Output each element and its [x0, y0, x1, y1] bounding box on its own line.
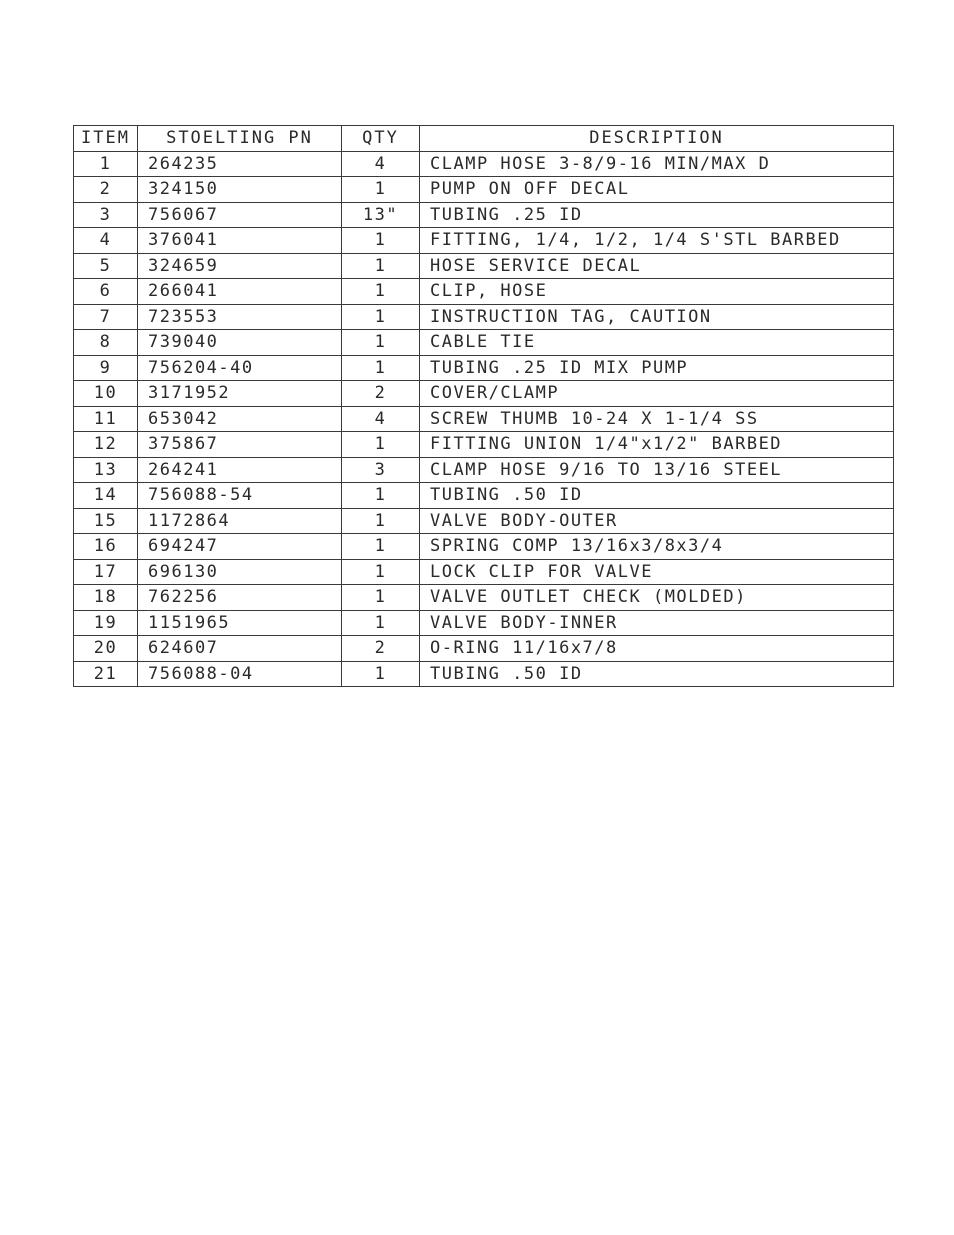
- cell-item: 1: [74, 151, 138, 177]
- cell-qty: 1: [342, 559, 420, 585]
- table-row: [74, 636, 894, 662]
- cell-qty: 1: [342, 355, 420, 381]
- table-row: [74, 228, 894, 254]
- cell-stoelting-pn: 324150: [138, 177, 342, 203]
- cell-stoelting-pn: 375867: [138, 432, 342, 458]
- cell-qty: 1: [342, 304, 420, 330]
- cell-qty: 3: [342, 457, 420, 483]
- cell-description: HOSE SERVICE DECAL: [420, 253, 894, 279]
- cell-item: 3: [74, 202, 138, 228]
- cell-qty: 1: [342, 253, 420, 279]
- cell-stoelting-pn: 266041: [138, 279, 342, 305]
- table-row: [74, 534, 894, 560]
- cell-item: 5: [74, 253, 138, 279]
- table-row: [74, 585, 894, 611]
- cell-qty: 1: [342, 661, 420, 687]
- cell-stoelting-pn: 762256: [138, 585, 342, 611]
- cell-description: FITTING, 1/4, 1/2, 1/4 S'STL BARBED: [420, 228, 894, 254]
- cell-stoelting-pn: 756088-04: [138, 661, 342, 687]
- cell-item: 18: [74, 585, 138, 611]
- cell-qty: 1: [342, 432, 420, 458]
- cell-stoelting-pn: 653042: [138, 406, 342, 432]
- table-row: [74, 253, 894, 279]
- cell-description: COVER/CLAMP: [420, 381, 894, 407]
- cell-qty: 1: [342, 177, 420, 203]
- table-row: [74, 559, 894, 585]
- cell-qty: 1: [342, 279, 420, 305]
- cell-description: VALVE BODY-INNER: [420, 610, 894, 636]
- cell-description: CLAMP HOSE 3-8/9-16 MIN/MAX D: [420, 151, 894, 177]
- table-row: [74, 304, 894, 330]
- cell-stoelting-pn: 756204-40: [138, 355, 342, 381]
- table-row: [74, 457, 894, 483]
- cell-description: PUMP ON OFF DECAL: [420, 177, 894, 203]
- table-row: [74, 432, 894, 458]
- cell-item: 13: [74, 457, 138, 483]
- table-row: [74, 406, 894, 432]
- cell-qty: 1: [342, 610, 420, 636]
- cell-qty: 13": [342, 202, 420, 228]
- cell-stoelting-pn: 739040: [138, 330, 342, 356]
- cell-description: TUBING .50 ID: [420, 483, 894, 509]
- cell-description: CABLE TIE: [420, 330, 894, 356]
- parts-list-table: [73, 125, 894, 687]
- cell-item: 4: [74, 228, 138, 254]
- table-row: [74, 483, 894, 509]
- table-row: [74, 279, 894, 305]
- table-row: [74, 508, 894, 534]
- cell-stoelting-pn: 756067: [138, 202, 342, 228]
- cell-stoelting-pn: 1172864: [138, 508, 342, 534]
- cell-qty: 1: [342, 534, 420, 560]
- cell-item: 21: [74, 661, 138, 687]
- cell-description: VALVE BODY-OUTER: [420, 508, 894, 534]
- cell-description: TUBING .25 ID: [420, 202, 894, 228]
- cell-item: 14: [74, 483, 138, 509]
- cell-qty: 1: [342, 483, 420, 509]
- cell-item: 12: [74, 432, 138, 458]
- cell-description: TUBING .50 ID: [420, 661, 894, 687]
- cell-stoelting-pn: 624607: [138, 636, 342, 662]
- table-row: [74, 330, 894, 356]
- cell-item: 16: [74, 534, 138, 560]
- table-header-row: [74, 126, 894, 152]
- header-qty: QTY: [342, 126, 420, 152]
- cell-item: 11: [74, 406, 138, 432]
- cell-qty: 2: [342, 381, 420, 407]
- cell-item: 2: [74, 177, 138, 203]
- cell-qty: 2: [342, 636, 420, 662]
- header-item: ITEM: [74, 126, 138, 152]
- cell-qty: 1: [342, 508, 420, 534]
- cell-qty: 1: [342, 228, 420, 254]
- cell-qty: 1: [342, 585, 420, 611]
- cell-stoelting-pn: 264235: [138, 151, 342, 177]
- table-row: [74, 661, 894, 687]
- cell-stoelting-pn: 696130: [138, 559, 342, 585]
- cell-item: 10: [74, 381, 138, 407]
- cell-description: FITTING UNION 1/4"x1/2" BARBED: [420, 432, 894, 458]
- table-row: [74, 177, 894, 203]
- cell-item: 15: [74, 508, 138, 534]
- cell-description: SCREW THUMB 10-24 X 1-1/4 SS: [420, 406, 894, 432]
- cell-item: 7: [74, 304, 138, 330]
- cell-stoelting-pn: 723553: [138, 304, 342, 330]
- table-row: [74, 202, 894, 228]
- cell-item: 17: [74, 559, 138, 585]
- cell-stoelting-pn: 3171952: [138, 381, 342, 407]
- table-row: [74, 355, 894, 381]
- cell-item: 20: [74, 636, 138, 662]
- cell-qty: 4: [342, 151, 420, 177]
- cell-stoelting-pn: 376041: [138, 228, 342, 254]
- header-description: DESCRIPTION: [420, 126, 894, 152]
- cell-description: O-RING 11/16x7/8: [420, 636, 894, 662]
- table-row: [74, 151, 894, 177]
- cell-item: 19: [74, 610, 138, 636]
- cell-description: TUBING .25 ID MIX PUMP: [420, 355, 894, 381]
- cell-description: CLAMP HOSE 9/16 TO 13/16 STEEL: [420, 457, 894, 483]
- header-stoelting-pn: STOELTING PN: [138, 126, 342, 152]
- cell-description: LOCK CLIP FOR VALVE: [420, 559, 894, 585]
- cell-item: 9: [74, 355, 138, 381]
- cell-description: VALVE OUTLET CHECK (MOLDED): [420, 585, 894, 611]
- cell-stoelting-pn: 694247: [138, 534, 342, 560]
- cell-stoelting-pn: 264241: [138, 457, 342, 483]
- cell-item: 8: [74, 330, 138, 356]
- cell-description: CLIP, HOSE: [420, 279, 894, 305]
- cell-stoelting-pn: 324659: [138, 253, 342, 279]
- table-row: [74, 610, 894, 636]
- table-row: [74, 381, 894, 407]
- cell-stoelting-pn: 756088-54: [138, 483, 342, 509]
- cell-qty: 4: [342, 406, 420, 432]
- cell-qty: 1: [342, 330, 420, 356]
- cell-description: INSTRUCTION TAG, CAUTION: [420, 304, 894, 330]
- cell-item: 6: [74, 279, 138, 305]
- cell-description: SPRING COMP 13/16x3/8x3/4: [420, 534, 894, 560]
- cell-stoelting-pn: 1151965: [138, 610, 342, 636]
